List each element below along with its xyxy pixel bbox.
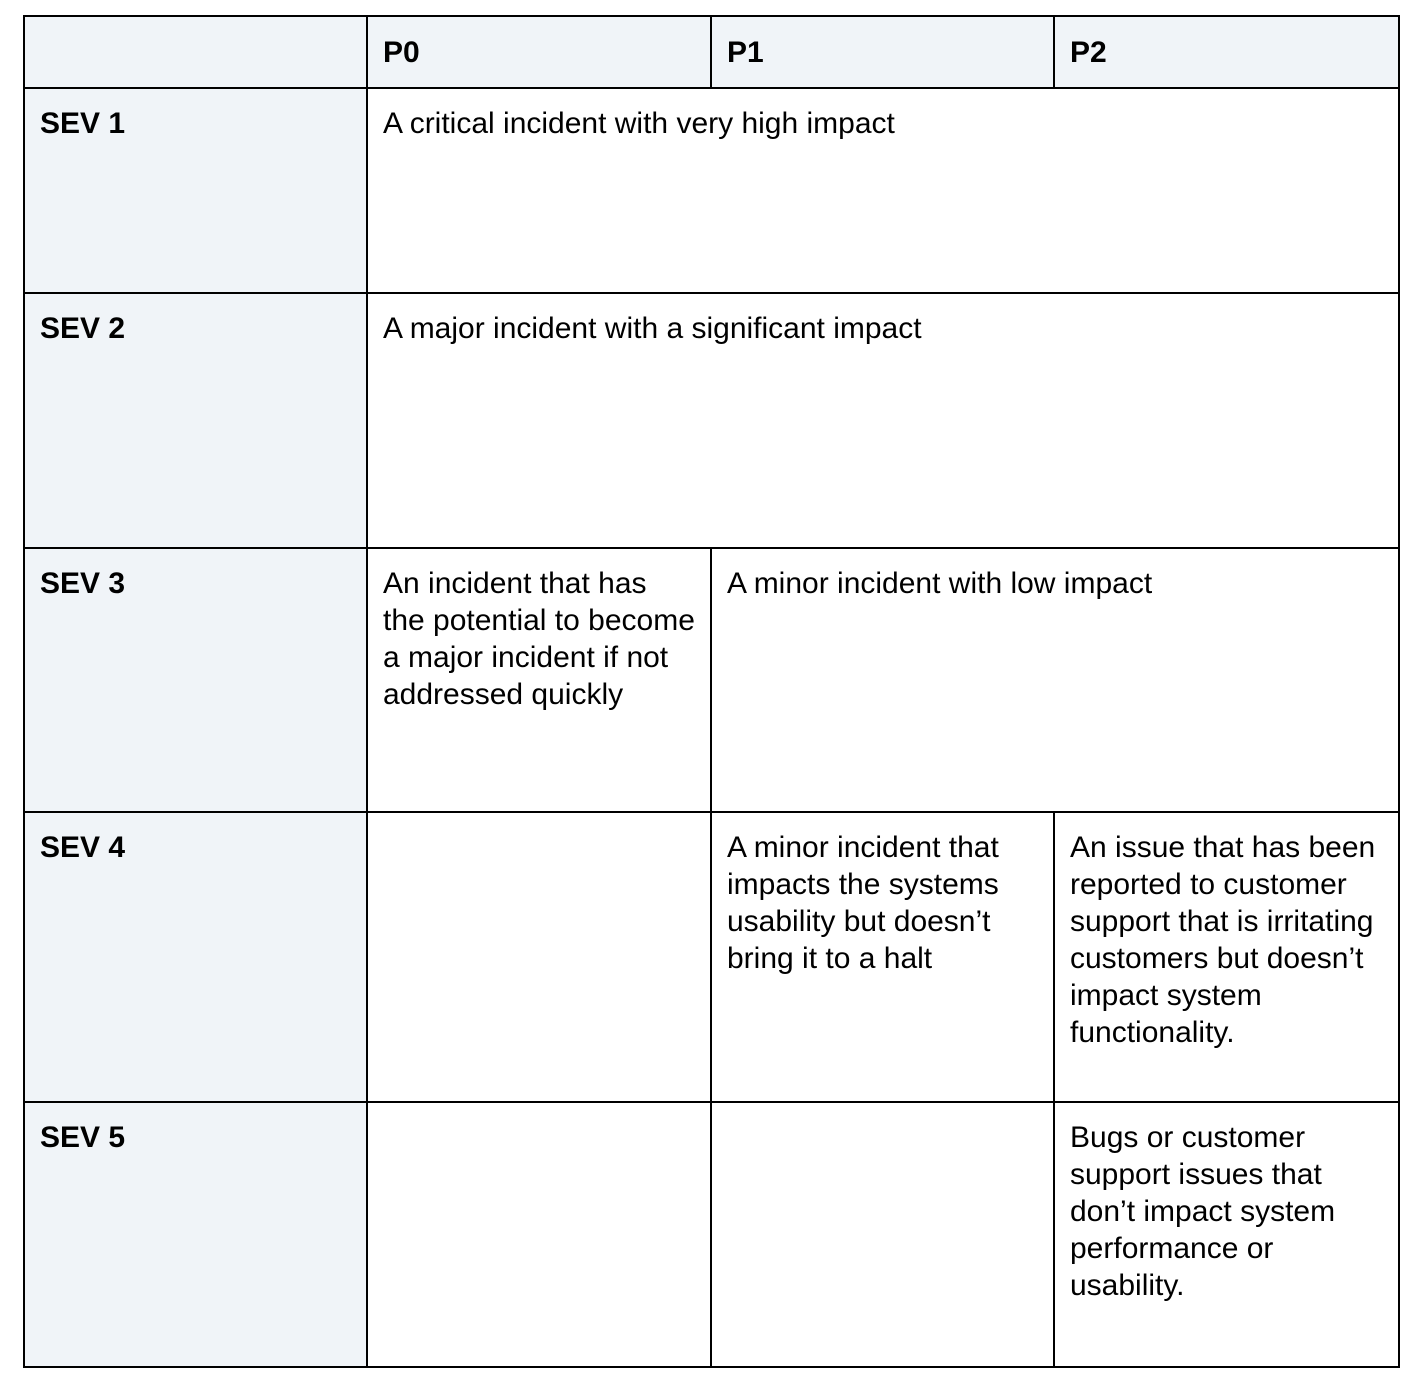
cell-sev4-p2: An issue that has been reported to customer support that is irritating customers but doesn’t impact system functionality. [1054, 812, 1399, 1102]
cell-sev4-p1: A minor incident that impacts the systems usability but doesn’t bring it to a halt [711, 812, 1054, 1102]
table-row [24, 293, 1399, 548]
row-label-sev1: SEV 1 [24, 88, 367, 293]
cell-sev5-p2: Bugs or customer support issues that don’t impact system performance or usability. [1054, 1102, 1399, 1367]
row-label-sev2: SEV 2 [24, 293, 367, 548]
header-p1: P1 [711, 16, 1054, 88]
table-row [24, 812, 1399, 1102]
cell-sev5-p1 [711, 1102, 1054, 1367]
cell-sev4-p0 [367, 812, 711, 1102]
row-label-sev4: SEV 4 [24, 812, 367, 1102]
cell-sev2-p0-p2: A major incident with a significant impact [367, 293, 1399, 548]
table-row [24, 548, 1399, 812]
cell-sev5-p0 [367, 1102, 711, 1367]
corner-cell [24, 16, 367, 88]
table-row [24, 1102, 1399, 1367]
row-label-sev5: SEV 5 [24, 1102, 367, 1367]
header-row [24, 16, 1399, 88]
table-row [24, 88, 1399, 293]
header-p2: P2 [1054, 16, 1399, 88]
cell-sev3-p0: An incident that has the potential to become a major incident if not addressed quickly [367, 548, 711, 812]
severity-priority-table [23, 15, 1400, 1368]
cell-sev3-p1-p2: A minor incident with low impact [711, 548, 1399, 812]
cell-sev1-p0-p2: A critical incident with very high impact [367, 88, 1399, 293]
header-p0: P0 [367, 16, 711, 88]
row-label-sev3: SEV 3 [24, 548, 367, 812]
